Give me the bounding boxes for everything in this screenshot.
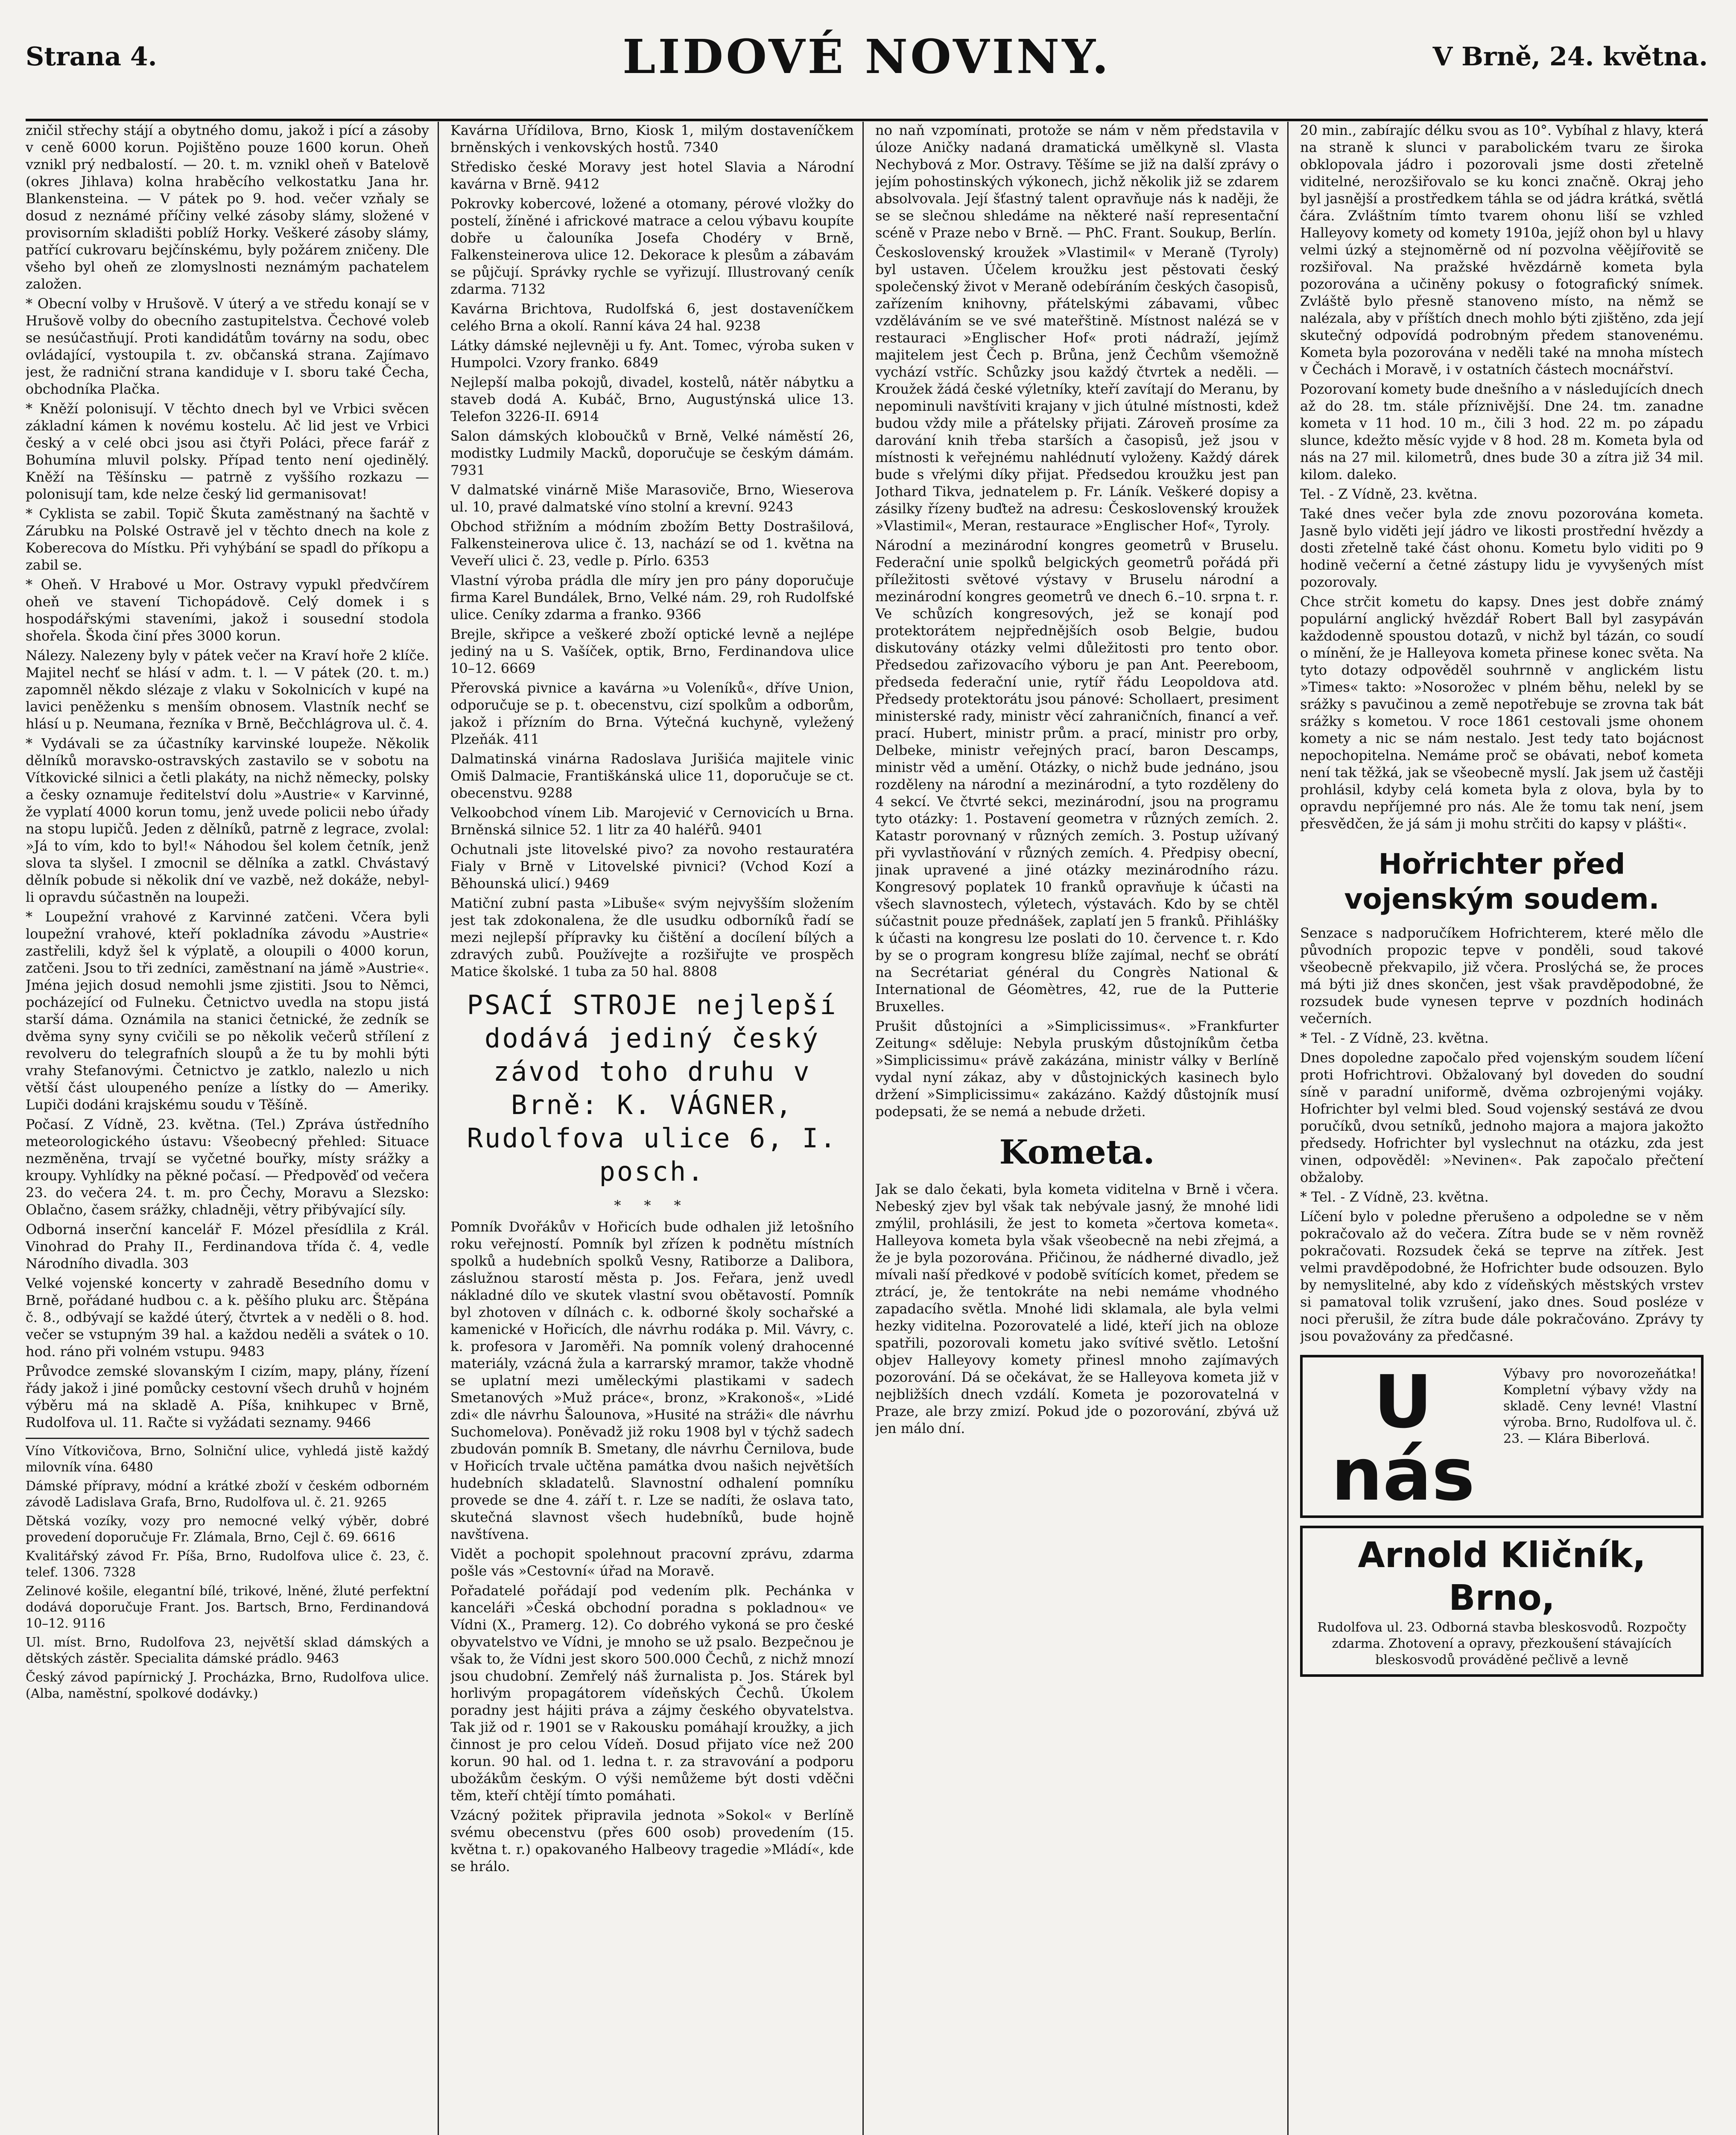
paragraph: Brejle, skřipce a veškeré zboží optické levně a nejlépe jediný na u S. Vašíček, optik, Brno, Ferdinandova ulice 10–12. 6669 (450, 626, 854, 676)
separator-stars: * * * (614, 1197, 690, 1214)
column-divider (1287, 122, 1289, 2135)
column-2 (450, 122, 854, 2135)
hofrichter-article (1300, 924, 1704, 1345)
paragraph: Český závod papírnický J. Procházka, Brno, Rudolfova ulice. (Alba, naměstní, spolkové dodávky.) (26, 1670, 429, 1701)
klicnik-text: Rudolfova ul. 23. Odborná stavba bleskosvodů. Rozpočty zdarma. Zhotovení a opravy, přezkoušení stávajících bleskosvodů prováděné pečlivě a levně (1317, 1620, 1686, 1667)
paragraph: Prušit důstojníci a »Simplicissimus«. »Frankfurter Zeitung« sděluje: Nebyla pruským důstojníkům četba »Simplicissimu« právě zakázána, ministr války v Berlíně vydal nyní zákaz, aby v důstojnických kasinech bylo držení »Simplicissimu« zakázáno. Každý důstojník musí podepsati, že se nemá a nebude držeti. (875, 1018, 1279, 1120)
newspaper-title: LIDOVÉ NOVINY. (623, 29, 1111, 84)
unas-logo-text: U nás (1331, 1360, 1475, 1517)
paragraph: Pomník Dvořákův v Hořicích bude odhalen již letošního roku veřejností. Pomník byl zřízen k podnětu místních spolků a hudebních spolků Vesny, Ratiborze a Dalibora, záslužnou starostí města p. Jos. Feřara, jenž uvedl nákladné dílo ve skutek vlastní svou obětavostí. Pomník byl zhotoven v dílnách c. k. odborné školy sochařské a kamenické v Hořicích, dle návrhu rodáka p. Mil. Vávry, c. k. profesora v Jaroměři. Na pomník volený drahocenné materiály, vzácná žula a karrarský mramor, takže vhodně se uplatní mezi uměleckými plastikami v sadech Smetanových »Muž práce«, bronz, »Krakonoš«, »Lidé zdi« dle návrhu Šalounova, »Husité na stráži« dle návrhu Suchomelova). Poněvadž již roku 1908 byl v týchž sadech zbudován pomník B. Smetany, dle návrhu Černilova, bude v Hořicích trvale učtěna památka dvou našich největších hudebních skladatelů. Slavnostní odhalení pomníku provede se dne 4. září t. r. Lze se nadíti, že oslava tato, skutečná slavnost všech hudebníků, bude hojně navštívena. (450, 1219, 854, 1542)
paragraph: Československý kroužek »Vlastimil« v Meraně (Tyroly) byl ustaven. Účelem kroužku jest pěstovati český společenský život v Meraně odebíráním českých časopisů, zařízením knihovny, přátelskými zábavami, vůbec vzděláváním se ve své mateřštině. Místnost nalézá se v restauraci »Englischer Hof« proti nádraží, jejímž majitelem jest Čech p. Brůna, jenž Čechům všemožně vychází vstříc. Schůzky jsou každý čtvrtek a neděli. — Kroužek žádá české výletníky, kteří zavítají do Meranu, by nepominuli navštíviti krajany v jich útulné místnosti, kdež budou vždy mile a přátelsky přijati. Zároveň prosíme za darování knih třeba starších a časopisů, jež jsou v místnosti k veřejnému nahlédnutí vyloženy. Každý dárek bude s vřelými díky přijat. Předsedou kroužku jest pan Jothard Tikva, jednatelem p. Fr. Láník. Veškeré dopisy a zásilky řízeny buďtež na adresu: Československý kroužek »Vlastimil«, Meran, restaurace »Englischer Hof«, Tyroly. (875, 244, 1279, 534)
paragraph: Chce strčit kometu do kapsy. Dnes jest dobře známý populární anglický hvězdář Robert Ball byl zasypáván každodenně spoustou dotazů, v nichž byl tázán, co soudí o mínění, že je Halleyova kometa přinese konec světa. Na tyto dotazy odpověděl souhrnně v anglickém listu »Times« takto: »Nosorožec v plném běhu, nelekl by se srážky s pavučinou a země nepotřebuje se zrovna tak bát srážky s kometou. V roce 1861 cestovali jsme ohonem komety a nic se nám nestalo. Jest tedy tato bojácnost nepochopitelna. Nemáme proč se obávati, neboť kometa není tak těžká, jak se všeobecně myslí. Jak jsem už častěji prohlásil, kdyby celá kometa byla z olova, byla by to opravdu nepříjemné pro nás. Ale že tomu tak není, jsem přesvědčen, že já sám ji mohu strčiti do kapsy v plášti«. (1300, 594, 1704, 832)
paragraph: Víno Vítkovičova, Brno, Solniční ulice, vyhledá jistě každý milovník vína. 6480 (26, 1444, 429, 1475)
column-3 (875, 122, 1279, 2135)
column-4 (1300, 122, 1704, 2135)
paragraph: Středisko české Moravy jest hotel Slavia a Národní kavárna v Brně. 9412 (450, 159, 854, 192)
paragraph: Salon dámských kloboučků v Brně, Velké náměstí 26, modistky Ludmily Macků, doporučuje se českým dámám. 7931 (450, 428, 854, 478)
paragraph: Dalmatinská vinárna Radoslava Jurišića majitele vinic Omiš Dalmacie, Františkánská ulice 11, doporučuje se ct. obecenstvu. 9288 (450, 751, 854, 801)
paragraph: Kavárna Uřídilova, Brno, Kiosk 1, milým dostaveníčkem brněnských i venkovských hostů. 7340 (450, 122, 854, 155)
paragraph: Tel. - Z Vídně, 23. května. (1300, 486, 1478, 502)
paragraph: Velkoobchod vínem Lib. Marojević v Cernovicích u Brna. Brněnská silnice 52. 1 litr za 40 haléřů. 9401 (450, 804, 854, 838)
paragraph: Líčení bylo v poledne přerušeno a odpoledne se v něm pokračovalo až do večera. Zítra bude se v něm rovněž pokračovati. Rozsudek čeká se teprve na zítřek. Jest velmi pravděpodobné, že Hofrichter bude odsouzen. Bylo by nemyslitelné, aby kdo z vídeňských městských vrstev si pamatoval tolik vzrušení, jako dnes. Soud posléze v noci přerušil, že zítra bude dále pokračováno. Zprávy ty jsou považovány za předčasné. (1300, 1208, 1704, 1344)
column-1-articles (26, 122, 429, 1431)
paragraph: Také dnes večer byla zde znovu pozorována kometa. Jasně bylo viděti její jádro ve likosti prostřední hvězdy a dosti zřetelně také část ohonu. Kometu bylo viditi po 9 hodině večerní a četné zástupy lidu je vyvyšených míst pozorovaly. (1300, 506, 1704, 590)
paragraph: zničil střechy stájí a obytného domu, jakož i pící a zásoby v ceně 6000 korun. Pojištěno pouze 1600 korun. Oheň vznikl prý nedbalostí. — 20. t. m. vznikl oheň v Batelově (okres Jihlava) kolna hraběcího velkostatku Jana hr. Blankensteina. — V pátek po 9. hod. večer vzňaly se dosud z neznámé příčiny velké zásoby slámy, složené v provisorním skladišti poblíž Horky. Veškeré zásoby slámy, patřící cukrovaru bejčínskému, byly požárem zničeny. Dle všeho byl oheň ze zlomyslnosti neznámým pachatelem založen. (26, 122, 429, 292)
paragraph: * Cyklista se zabil. Topič Škuta zaměstnaný na šachtě v Zárubku na Polské Ostravě jel v těchto dnech na kole z Koberecova do Místku. Při vyhýbání se spadl do příkopu a zabil se. (26, 506, 429, 573)
paragraph: Kavárna Brichtova, Rudolfská 6, jest dostaveníčkem celého Brna a okolí. Ranní káva 24 hal. 9238 (450, 301, 854, 334)
klicnik-name: Arnold Kličník, Brno, (1358, 1535, 1646, 1618)
paragraph: Odborná inserční kancelář F. Mózel přesídlila z Král. Vinohrad do Prahy II., Ferdinandova třída č. 4, vedle Národního divadla. 303 (26, 1221, 429, 1272)
paragraph: Přerovská pivnice a kavárna »u Voleníků«, dříve Union, odporučuje se p. t. obecenstvu, cizí spolkům a odborům, jakož i přízním do Brna. Výtečná kuchyně, vyležený Plzeňák. 411 (450, 680, 854, 747)
column-4-articles (1300, 122, 1704, 832)
paragraph: V dalmatské vinárně Miše Marasoviče, Brno, Wieserova ul. 10, pravé dalmatské víno stolní a krevní. 9243 (450, 482, 854, 515)
paragraph: Kvalitářský závod Fr. Píša, Brno, Rudolfova ulice č. 23, č. telef. 1306. 7328 (26, 1549, 429, 1580)
paragraph: no naň vzpomínati, protože se nám v něm představila v úloze Aničky nadaná dramatická umělkyně sl. Vlasta Nechybová z Mor. Ostravy. Těšíme se již na další zprávy o jejím pohostinských výkonech, jichž několik již se zdarem absolvovala. Její šťastný talent opravňuje nás k naději, že se se slečnou shledáme na některé naší representační scéně v Praze nebo v Brně. — PhC. Frant. Soukup, Berlín. (875, 122, 1279, 241)
column-divider (862, 122, 864, 2135)
hofrichter-heading: Hořrichter před vojenským soudem. (1344, 848, 1660, 915)
paragraph: Ul. míst. Brno, Rudolfova 23, největší sklad dámských a dětských zástěr. Specialita dámské prádlo. 9463 (26, 1635, 429, 1666)
paragraph: Národní a mezinárodní kongres geometrů v Bruselu. Federační unie spolků belgických geometrů pořádá při příležitosti světové výstavy v Bruselu národní a mezinárodní kongres geometrů ve dnech 6.–10. srpna t. r. Ve schůzích kongresových, jež se konají pod protektorátem nejpřednějších osob Belgie, budou diskutovány otázky velmi důležitosti pro tento obor. Předsedou zařizovacího výboru je pan Ant. Peereboom, předseda federační unie, rytíř řádu Leopoldova atd. Předsedy protektorátu jsou pánové: Schollaert, presiment ministerské rady, ministr věcí zahraničních, financí a veř. prací. Hubert, ministr prům. a prací, ministr pro orby, Delbeke, ministr veřejných prací, baron Descamps, ministr věd a umění. Otázky, o nichž bude jednáno, jsou rozděleny na národní a mezinárodní, a tyto rozděleny do 4 sekcí. Ve čtvrté sekci, mezinárodní, jsou na programu tyto otázky: 1. Postavení geometra v různých zemích. 2. Katastr porovnaný v různých zemích. 3. Postup užívaný při vyvlastňování v různých zemích. 4. Předpisy obecní, jinak upravené a jiné otázky mezinárodního rázu. Kongresový poplatek 10 franků opravňuje k účasti na všech slavnostech, výletech, výstavách. Kdo by se chtěl súčastnit pouze přednášek, zaplatí jen 5 franků. Přihlášky k účasti na kongresu lze poslati do 10. července t. r. Kdo by se o program kongresu blíže zajímal, nechť se obrátí na Secrétariat général du Congrès National & International de Géomètres, 42, rue de la Putterie Bruxelles. (875, 537, 1279, 1015)
paragraph: Pokrovky kobercové, ložené a otomany, pérové vložky do postelí, žíněné i africkové matrace a celou výbavu koupíte dobře u čalouníka Josefa Chodéry v Brně, Falkensteinerova ulice 12. Dekorace k plesům a zábavám se půjčují. Správky rychle se vyřizují. Illustrovaný ceník zdarma. 7132 (450, 196, 854, 297)
kometa-article (875, 1181, 1279, 1437)
klicnik-advertisement (1300, 1526, 1704, 1677)
paragraph: * Oheň. V Hrabové u Mor. Ostravy vypukl předvčírem oheň ve stavení Tichopádově. Celý domek i s hospodářskými staveními, jakož i sousední stodola shořela. Škoda činí přes 3000 korun. (26, 576, 429, 644)
paragraph: Zelinové košile, elegantní bílé, trikové, lněné, žluté perfektní dodává doporučuje Frant. Jos. Bartsch, Brno, Ferdinandová 10–12. 9116 (26, 1584, 429, 1631)
paragraph: Jak se dalo čekati, byla kometa viditelna v Brně i včera. Nebeský zjev byl však tak nebývale jasný, že mnohé lidi zmýlil, prohlásili, že jest to kometa »čertova kometa«. Halleyova kometa byla však všeobecně na nebi zřejmá, a že je byla pozorována. Přičinou, že nádherné divadlo, jež mívali naší předkové v podobě svítících komet, předem se ztrácí, je, že tentokráte na nebi nemáme vhodného zapadacího světla. Mnohé lidi sklamala, ale byla velmi hezky viditelna. Pozorovatelé a lidé, kteří jich na obloze spatřili, pozorovali kometu jako svítivé světlo. Letošní objev Halleyovy komety přinesl mnoho zajímavých pozorování. Dá se očekávat, že se Halleyova kometa již v nejbližších dnech vzdálí. Kometa je pozorovatelná v Praze, ale brzy zmizí. Pokud jde o pozorování, zbývá už jen málo dní. (875, 1181, 1279, 1436)
page-number: Strana 4. (26, 42, 157, 72)
paragraph: 20 min., zabírajíc délku svou as 10°. Vybíhal z hlavy, která na straně k slunci v parabolickém tvaru ze široka obklopovala jádro i pozorovali jsme dosti zřetelně viditelné, nerozšiřovalo se ku konci značně. Okraj jeho byl jasnější a prostředkem táhla se od jádra krátká, světlá čára. Zvláštním tímto tvarem ohonu liší se vzhled Halleyovy komety od komety 1910a, jejíž ohon byl u hlavy velmi úzký a stejnoměrně od ní pozvolna věějířovitě se rozšiřoval. Na pražské hvězdárně kometa byla pozorována a učiněny pokusy o fotografický snímek. Zvláště bylo přesně stanoveno místo, na němž se nalézala, aby v příštích dnech mohlo býti zjištěno, zda její skutečný odpovídá podrobným předem stanovenému. Kometa byla pozorována v neděli také na mnoha místech v Čechách i Moravě, i v ostatních částech mocnářství. (1300, 122, 1704, 377)
typewriter-ad: PSACÍ STROJE nejlepší dodává jediný český závod toho druhu v Brně: K. VÁGNER, Rudolfova ulice 6, I. posch. (467, 989, 838, 1187)
unas-ad-text: Výbavy pro novorozeňátka! Kompletní výbavy vždy na skladě. Ceny levné! Vlastní výroba. Brno, Rudolfova ul. č. 23. — Klára Biberlová. (1503, 1366, 1697, 1446)
paragraph: Vlastní výroba prádla dle míry jen pro pány doporučuje firma Karel Bundálek, Brno, Velké nám. 29, roh Rudolfské ulice. Ceníky zdarma a franko. 9366 (450, 572, 854, 623)
paragraph: Průvodce zemské slovanským I cizím, mapy, plány, řízení řády jakož i jiné pomůcky cestovní všech druhů v hojném výběru má na skladě A. Píša, knihkupec v Brně, Rudolfova ul. 11. Račte si vyžádati seznamy. 9466 (26, 1363, 429, 1430)
paragraph: Ochutnali jste litovelské pivo? za novoho restauratéra Fialy v Brně v Litovelské pivnici? (Vchod Kozí a Běhounská ulicí.) 9469 (450, 841, 854, 892)
paragraph: Senzace s nadporučíkem Hofrichterem, které mělo dle původních propozic tepve v ponděli, soud takové všeobecně překvapilo, již včera. Proslýchá se, že proces má býti již dnes skončen, jest však pravděpodobné, že rozsudek bude vynesen teprve v pozdních hodinách večerních. (1300, 925, 1704, 1027)
paragraph: * Obecní volby v Hrušově. V úterý a ve středu konají se v Hrušově volby do obecního zastupitelstva. Čechové voleb se nesúčastňují. Proti kandidátům továrny na sodu, obec ovládající, vystoupila t. zv. občanská strana. Zajímavo jest, že radniční strana kandiduje v I. sboru také Čecha, obchodníka Plačka. (26, 295, 429, 397)
paragraph: Vzácný požitek připravila jednota »Sokol« v Berlíně svému obecenstvu (přes 600 osob) provedením (15. května t. r.) opakovaného Halbeovy tragedie »Mládí«, kde se hrálo. (450, 1807, 854, 1875)
paragraph: Látky dámské nejlevněji u fy. Ant. Tomec, výroba suken v Humpolci. Vzory franko. 6849 (450, 337, 854, 371)
column-1-classifieds (26, 1438, 429, 1702)
unas-advertisement (1300, 1355, 1704, 1518)
paragraph: Pořadatelé pořádají pod vedením plk. Pechánka v kanceláři »Česká obchodní poradna s pokladnou« ve Vídni (X., Pramerg. 12). Co dobrého vykoná se pro české obyvatelstvo ve Vídni, je mnoho se už psalo. Bezpečnou je však to, že Vídni jest skoro 500.000 Čechů, z nichž mnozí jsou chudobní. Zemřelý náš žurnalista p. Jos. Stárek byl horlivým propagátorem vídeňských Čechů. Úkolem poradny jest hájiti práva a zájmy českého obyvatelstva. Tak již od r. 1901 se v Rakousku pomáhají kroužky, a jich činnost je pro celou Vídeň. Dosud přijato více než 200 korun. 90 hal. od 1. ledna t. r. za stravování a podporu ubožákům českým. O výši nemůžeme být dosti vděčni těm, kteří chtějí tímto pomáhati. (450, 1582, 854, 1804)
column-3-articles (875, 122, 1279, 1120)
kometa-heading: Kometa. (999, 1133, 1155, 1172)
column-1 (26, 122, 429, 2135)
paragraph: Matiční zubní pasta »Libuše« svým nejvyšším složením jest tak zdokonalena, že dle usudku odborníků řadí se mezi nejlepší přípravky ku čištění a docílení bílých a zdravých zubů. Používejte a rozšiřujte ve prospěch Matice školské. 1 tuba za 50 hal. 8808 (450, 895, 854, 980)
paragraph: Dětská vozíky, vozy pro nemocné velký výběr, dobré provedení doporučuje Fr. Zlámala, Brno, Cejl č. 69. 6616 (26, 1514, 429, 1545)
paragraph: * Tel. - Z Vídně, 23. května. (1300, 1189, 1489, 1205)
dateline: V Brně, 24. května. (1432, 42, 1708, 72)
paragraph: * Loupežní vrahové z Karvinné zatčeni. Včera byli loupežní vrahové, kteří pokladníka závodu »Austrie« zastřelili, když šel k výplatě, a oloupili o 4000 korun, zatčeni. Jsou to tři zedníci, zaměstnaní na jámě »Austrie«. Jména jejich dosud nemohli jsme zjistiti. Jsou to Němci, pocházející od Fulneku. Četnictvo uvedla na stopu jistá starší dáma. Oznámila na stanici četnické, že zedník se dvěma syny syny cvičili se po několik večerů střílení z revolveru do telegrafních sloupů a že tu by mohli býti vrahy Stefanovými. Četnictvo je zatklo, nalezlo u nich větší část uloupeného peníze a lístky do — Ameriky. Lupiči dodáni krajskému soudu v Těšíně. (26, 909, 429, 1113)
column-divider (438, 122, 439, 2135)
paragraph: Dnes dopoledne započalo před vojenským soudem líčení proti Hofrichtrovi. Obžalovaný byl doveden do soudní síně v paradní uniformě, dvěma ozbrojenými vojáky. Hofrichter byl velmi bled. Soud vojenský sestává ze dvou poručíků, dvou setníků, jednoho majora a majora jakožto předsedy. Hofrichter byl vyslechnut na otázku, zda jest vinen, odpověděl: »Nevinen«. Pak započalo přečtení obžaloby. (1300, 1050, 1704, 1185)
masthead (26, 12, 1708, 121)
paragraph: Nálezy. Nalezeny byly v pátek večer na Kraví hoře 2 klíče. Majitel nechť se hlásí v adm. t. l. — V pátek (20. t. m.) zapomněl někdo slézaje z vlaku v Sokolnicích v kupé na lavici peněženku s menším obnosem. Vlastník nechť se hlásí u p. Neumana, řezníka v Brně, Bečchlágrova ul. č. 4. (26, 647, 429, 732)
paragraph: Nejlepší malba pokojů, divadel, kostelů, nátěr nábytku a staveb dodá A. Kubáč, Brno, Augustýnská ulice 13. Telefon 3226-II. 6914 (450, 374, 854, 424)
paragraph: * Vydávali se za účastníky karvinské loupeže. Několik dělníků moravsko-ostravských zastavilo se v sobotu na Vítkovické silnici a četli plakáty, na nichž německy, polsky a česky oznamuje ředitelství dolu »Austrie« v Karvinné, že vyplatí 4000 korun tomu, jenž uvede policii nebo úřady na stopu lupičů. Jeden z dělníků, patrně z legrace, zvolal: »Já to vím, kdo to byl!« Náhodou šel kolem četník, jenž slova ta slyšel. I zmocnil se dělníka a zatkl. Chvástavý dělník pobude si několik dní ve vazbě, než dokáže, nebyl-li opravdu súčastněn na loupeži. (26, 735, 429, 905)
paragraph: Vidět a pochopit spolehnout pracovní zprávu, zdarma pošle vás »Cestovní« úřad na Moravě. (450, 1546, 854, 1579)
column-2-articles (450, 1218, 854, 1875)
paragraph: Velké vojenské koncerty v zahradě Besedního domu v Brně, pořádané hudbou c. a k. pěšího pluku arc. Štěpána č. 8., odbývají se každé úterý, čtvrtek a v neděli o 8. hod. večer se vstupným 39 hal. a každou neděli a svátek o 10. hod. ráno při volném vstupu. 9483 (26, 1275, 429, 1360)
column-2-classifieds (450, 122, 854, 980)
paragraph: Počasí. Z Vídně, 23. května. (Tel.) Zpráva ústředního meteorologického ústavu: Všeobecný přehled: Situace nezměněna, trvají se vyčetné bouřky, místy srážky a kroupy. Vyhlídky na pěkné počasí. — Předpověď od večera 23. do večera 24. t. m. pro Čechy, Moravu a Slezsko: Oblačno, časem srážky, chladněji, větry přibývající síly. (26, 1116, 429, 1218)
paragraph: * Tel. - Z Vídně, 23. května. (1300, 1030, 1489, 1046)
paragraph: * Kněží polonisují. V těchto dnech byl ve Vrbici svěcen základní kámen k novému kostelu. Ač lid jest ve Vrbici český a v celé obci jsou asi čtyři Poláci, přece farář z Bohumína mluvil polsky. Případ tento není ojedinělý. Kněží na Těšínsku — patrně z vyššího rozkazu — polonisují tam, kde nelze český lid germanisovat! (26, 401, 429, 502)
paragraph: Obchod střižním a módním zbožím Betty Dostrašilová, Falkensteinerova ulice č. 13, nachází se od 1. května na Veveří ulici č. 23, vedle p. Pírlo. 6353 (450, 518, 854, 569)
paragraph: Dámské přípravy, módní a krátké zboží v českém odborném závodě Ladislava Grafa, Brno, Rudolfova ul. č. 21. 9265 (26, 1479, 429, 1510)
paragraph: Pozorovaní komety bude dnešního a v následujících dnech až do 28. tm. stále příznivější. Dne 24. tm. zanadne kometa v 11 hod. 10 m., čili 3 hod. 22 m. po západu slunce, kdežto měsíc vyjde v 8 hod. 28 m. Kometa byla od nás na 27 mil. kilometrů, dnes bude 30 a zítra již 34 mil. kilom. daleko. (1300, 381, 1704, 483)
